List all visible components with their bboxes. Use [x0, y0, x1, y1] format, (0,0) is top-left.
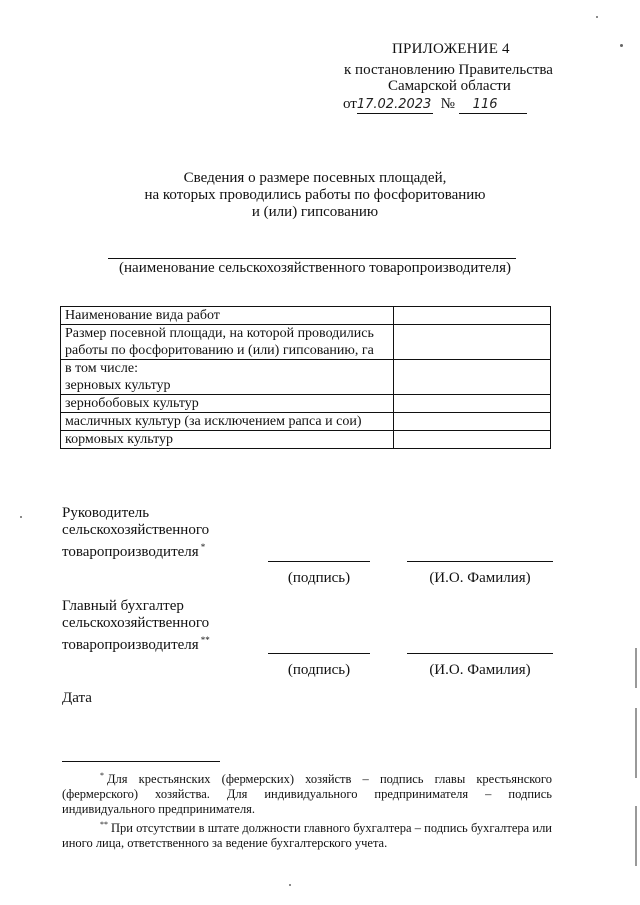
footnote-1-text: Для крестьянских (фермерских) хозяйств – подпись главы крестьянского (фермерского) хозяйства. Для индивидуального предпринимателя – подпись индивидуального предпринимателя.	[62, 772, 552, 816]
footnote-mark: **	[200, 635, 210, 645]
accountant-signature-line	[268, 653, 370, 654]
scan-speck	[289, 884, 291, 886]
table-row	[61, 395, 551, 413]
handwritten-number: 116	[459, 96, 527, 114]
document-title-line-3: и (или) гипсованию	[251, 204, 379, 220]
grain-crops-text: зерновых культур	[65, 378, 171, 393]
date-prefix: от	[343, 96, 357, 112]
handwritten-date: 17.02.2023	[356, 97, 432, 112]
table-cell-value	[394, 431, 551, 449]
table-cell-fodder-label: кормовых культур	[61, 431, 394, 449]
number-sign: №	[440, 96, 455, 112]
head-name-caption: (И.О. Фамилия)	[429, 570, 531, 586]
accountant-label-line-1: Главный бухгалтер	[62, 598, 184, 614]
table-cell-oilseed-label: масличных культур (за исключением рапса и сои)	[61, 413, 394, 431]
footnote-separator	[62, 761, 220, 762]
annex-date-number-row	[343, 96, 563, 114]
scan-speck	[596, 16, 598, 18]
table-cell-value	[394, 360, 551, 395]
scan-speck	[20, 516, 22, 518]
footnote-2-mark: **	[100, 820, 108, 829]
head-signature-line	[268, 561, 370, 562]
table-cell-value	[394, 325, 551, 360]
footnote-mark: *	[200, 542, 206, 552]
table-cell-area-label: Размер посевной площади, на которой проводились работы по фосфоритованию и (или) гипсованию, га	[61, 325, 394, 360]
footnote-2	[62, 817, 552, 851]
accountant-label-line-3	[62, 632, 272, 654]
table-cell-legume-label: зернобобовых культур	[61, 395, 394, 413]
table-row	[61, 413, 551, 431]
date-label: Дата	[62, 690, 92, 706]
table-row	[61, 360, 551, 395]
scan-edge-mark	[635, 806, 637, 866]
head-label-line-1: Руководитель	[62, 505, 150, 521]
table-row	[61, 431, 551, 449]
annex-region-line: Самарской области	[388, 78, 511, 94]
head-label-line-2: сельскохозяйственного	[62, 522, 210, 538]
accountant-signature-caption: (подпись)	[287, 662, 351, 678]
head-label-text: товаропроизводителя	[62, 544, 199, 560]
head-label-line-3	[62, 539, 272, 561]
head-signature-caption: (подпись)	[287, 570, 351, 586]
table-cell-value	[394, 395, 551, 413]
table-cell-value	[394, 307, 551, 325]
scan-edge-mark	[635, 708, 637, 778]
footnote-1	[62, 768, 552, 817]
footnote-2-text: При отсутствии в штате должности главного бухгалтера – подпись бухгалтера или иного лица, ответственного за ведение бухгалтерского учета.	[62, 821, 552, 850]
table-row	[61, 325, 551, 360]
table-cell-value	[394, 413, 551, 431]
head-name-line	[407, 561, 553, 562]
document-title-line-1: Сведения о размере посевных площадей,	[183, 170, 447, 186]
producer-caption: (наименование сельскохозяйственного товаропроизводителя)	[119, 260, 511, 276]
accountant-name-line	[407, 653, 553, 654]
annex-resolution-line: к постановлению Правительства	[344, 62, 553, 78]
scan-speck	[620, 44, 623, 47]
producer-name-line	[108, 258, 516, 259]
crop-area-table	[60, 306, 551, 449]
table-cell-including-label	[61, 360, 394, 395]
annex-title: ПРИЛОЖЕНИЕ 4	[392, 41, 510, 57]
document-title-line-2: на которых проводились работы по фосфоритованию	[144, 187, 486, 203]
table-row	[61, 307, 551, 325]
accountant-name-caption: (И.О. Фамилия)	[429, 662, 531, 678]
footnotes	[62, 768, 552, 851]
head-signature-label	[62, 505, 272, 561]
accountant-label-text: товаропроизводителя	[62, 637, 199, 653]
accountant-signature-label	[62, 598, 272, 654]
including-text: в том числе:	[65, 361, 138, 376]
scan-edge-mark	[635, 648, 637, 688]
footnote-1-mark: *	[100, 771, 104, 780]
document-title	[100, 170, 530, 221]
accountant-label-line-2: сельскохозяйственного	[62, 615, 210, 631]
table-cell-work-type-label: Наименование вида работ	[61, 307, 394, 325]
